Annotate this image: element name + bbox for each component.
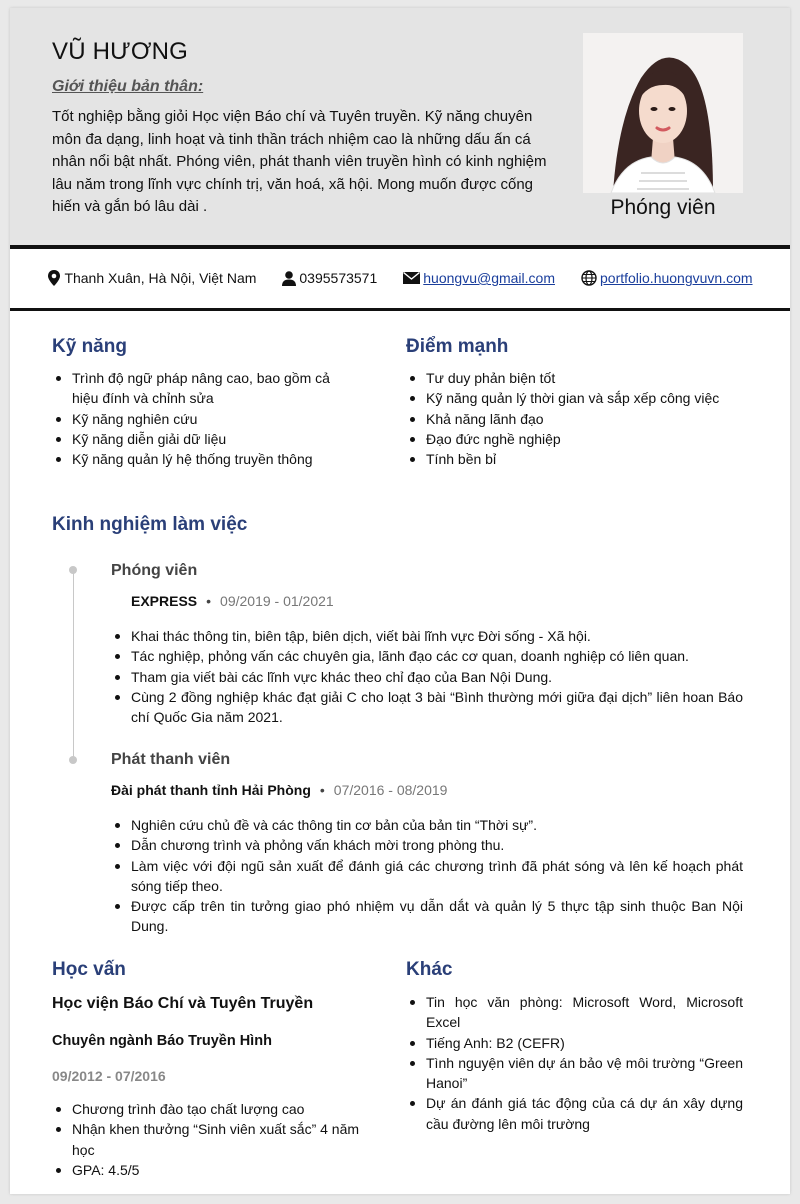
profile-photo	[583, 33, 743, 193]
list-item: Khai thác thông tin, biên tập, biên dịch, viết bài lĩnh vực Đời sống - Xã hội.	[111, 626, 743, 646]
contact-email[interactable]	[403, 270, 555, 286]
list-item: Trình độ ngữ pháp nâng cao, bao gồm cả hiệu đính và chỉnh sửa	[52, 368, 352, 409]
envelope-icon	[403, 272, 420, 284]
list-item: Tiếng Anh: B2 (CEFR)	[406, 1033, 743, 1053]
portrait-illustration	[583, 33, 743, 193]
timeline-dot	[69, 566, 77, 574]
contact-phone	[282, 270, 377, 286]
list-item: Tham gia viết bài các lĩnh vực khác theo chỉ đạo của Ban Nội Dung.	[111, 667, 743, 687]
job-duties-list	[111, 815, 743, 937]
education-dates: 09/2012 - 07/2016	[52, 1068, 166, 1084]
candidate-name: VŨ HƯƠNG	[52, 38, 189, 65]
timeline-dot	[69, 756, 77, 764]
list-item: Dẫn chương trình và phỏng vấn khách mời trong phòng thu.	[111, 835, 743, 855]
list-item: GPA: 4.5/5	[52, 1160, 372, 1180]
globe-icon	[581, 270, 597, 286]
list-item: Khả năng lãnh đạo	[406, 409, 746, 429]
list-item: Tác nghiệp, phỏng vấn các chuyên gia, lãnh đạo các cơ quan, doanh nghiệp có liên quan.	[111, 646, 743, 666]
contact-bar	[10, 263, 790, 293]
website-link[interactable]: portfolio.huongvuvn.com	[600, 270, 753, 286]
strengths-title: Điểm mạnh	[406, 336, 509, 357]
resume-page	[10, 8, 790, 1194]
job-company: EXPRESS	[131, 593, 198, 609]
intro-text: Tốt nghiệp bằng giỏi Học viện Báo chí và Tuyên truyền. Kỹ năng chuyên môn đa dạng, linh hoạt và tinh thần trách nhiệm cao là những dấu ấn cá nhân nổi bật nhất. Phóng viên, phát thanh viên truyền hình có kinh nghiệm lâu năm trong lĩnh vực chính trị, văn hoá, xã hội. Mong muốn được cống hiến và gắn bó lâu dài .	[52, 108, 547, 215]
strengths-list	[406, 368, 746, 469]
resume-header	[10, 8, 790, 245]
list-item: Tư duy phản biện tốt	[406, 368, 746, 388]
job-company: Đài phát thanh tỉnh Hải Phòng	[111, 782, 311, 798]
list-item: Làm việc với đội ngũ sản xuất để đánh giá các chương trình đã phát sóng và lên kế hoạch phát sóng tiếp theo.	[111, 856, 743, 897]
list-item: Chương trình đào tạo chất lượng cao	[52, 1099, 372, 1119]
person-icon	[282, 271, 296, 286]
intro-heading: Giới thiệu bản thân:	[52, 78, 204, 95]
email-link[interactable]: huongvu@gmail.com	[423, 270, 555, 286]
experience-title: Kinh nghiệm làm việc	[52, 514, 248, 535]
separator-dot-icon: •	[319, 782, 325, 798]
list-item: Kỹ năng quản lý hệ thống truyền thông	[52, 449, 352, 469]
list-item: Tính bền bỉ	[406, 449, 746, 469]
list-item: Đạo đức nghề nghiệp	[406, 429, 746, 449]
job-title: Phóng viên	[610, 196, 716, 219]
contact-divider	[10, 308, 790, 311]
job-duties-list	[111, 626, 743, 727]
skills-list	[52, 368, 352, 469]
list-item: Cùng 2 đồng nghiệp khác đạt giải C cho loạt 3 bài “Bình thường mới giữa đại dịch” liên hoan Báo chí Quốc Gia năm 2021.	[111, 687, 743, 728]
location-text: Thanh Xuân, Hà Nội, Việt Nam	[64, 270, 257, 286]
job-company-line	[111, 782, 447, 798]
contact-website[interactable]	[581, 270, 753, 286]
education-title: Học vấn	[52, 959, 126, 980]
separator-dot-icon: •	[206, 593, 212, 609]
education-list	[52, 1099, 372, 1180]
education-school: Học viện Báo Chí và Tuyên Truyền	[52, 995, 314, 1012]
phone-text: 0395573571	[299, 270, 378, 286]
list-item: Tình nguyện viên dự án bảo vệ môi trường “Green Hanoi”	[406, 1053, 743, 1094]
timeline-line	[73, 570, 74, 762]
job-role: Phát thanh viên	[111, 751, 231, 768]
list-item: Dự án đánh giá tác động của cá dự án xây dựng cầu đường lên môi trường	[406, 1093, 743, 1134]
list-item: Kỹ năng quản lý thời gian và sắp xếp công việc	[406, 388, 746, 408]
header-divider	[10, 245, 790, 249]
map-pin-icon	[47, 270, 61, 286]
job-role: Phóng viên	[111, 562, 198, 579]
list-item: Kỹ năng nghiên cứu	[52, 409, 352, 429]
other-list	[406, 992, 743, 1134]
list-item: Được cấp trên tin tưởng giao phó nhiệm vụ dẫn dắt và quản lý 5 thực tập sinh thuộc Ban Nội Dung.	[111, 896, 743, 937]
list-item: Nghiên cứu chủ đề và các thông tin cơ bản của bản tin “Thời sự”.	[111, 815, 743, 835]
job-dates: 07/2016 - 08/2019	[333, 782, 448, 798]
skills-title: Kỹ năng	[52, 336, 127, 357]
job-dates: 09/2019 - 01/2021	[220, 593, 334, 609]
contact-location	[47, 270, 256, 286]
list-item: Kỹ năng diễn giải dữ liệu	[52, 429, 352, 449]
job-company-line	[131, 593, 334, 609]
list-item: Tin học văn phòng: Microsoft Word, Microsoft Excel	[406, 992, 743, 1033]
education-major: Chuyên ngành Báo Truyền Hình	[52, 1033, 272, 1049]
list-item: Nhận khen thưởng “Sinh viên xuất sắc” 4 năm học	[52, 1119, 372, 1160]
other-title: Khác	[406, 959, 453, 980]
